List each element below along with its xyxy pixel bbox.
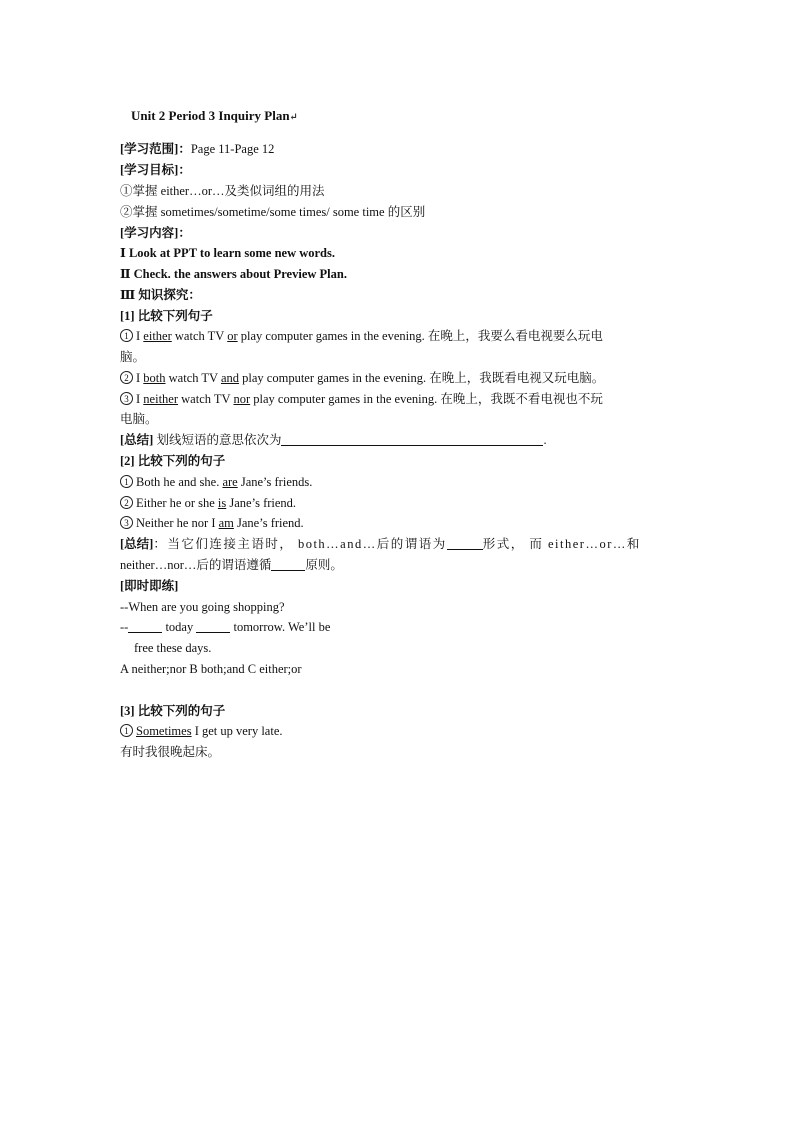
step-3: Ⅲ 知识探究：: [120, 288, 201, 302]
sentence-text: play computer games in the evening. 在晚上，我既看电视又玩电脑。: [239, 371, 605, 385]
step-2: Ⅱ Check. the answers about Preview Plan.: [120, 267, 347, 281]
summary-2-continued: [120, 557, 343, 573]
summary-label: [总结]: [120, 537, 154, 551]
section-2-title: [2] 比较下列的句子: [120, 454, 226, 468]
underlined-word: either: [143, 329, 172, 343]
summary-end: .: [543, 433, 547, 447]
sentence-text: Jane’s friend.: [226, 496, 297, 510]
sentence-text: I get up very late.: [191, 724, 283, 738]
question-line-1: --When are you going shopping?: [120, 600, 285, 614]
summary-text: ：当它们连接主语时， both…and…后的谓语为: [153, 537, 447, 551]
circled-number-2: 2: [120, 496, 133, 509]
goal-2-number: ②: [120, 205, 133, 219]
sentence-text: Both he and she.: [136, 475, 223, 489]
sentence-2: [120, 370, 604, 386]
underlined-word: and: [220, 371, 240, 385]
circled-number-1: 1: [120, 724, 133, 737]
summary-text: 原则。: [305, 558, 343, 572]
underlined-word: Sometimes: [136, 724, 192, 738]
underlined-word: neither: [143, 392, 179, 406]
goal-2: [120, 204, 425, 220]
summary-1: [120, 432, 547, 448]
question-line-3: free these days.: [134, 641, 212, 655]
sentence-c1: [120, 723, 283, 739]
scope-value: Page 11-Page 12: [190, 142, 275, 156]
circled-number-3: 3: [120, 392, 133, 405]
summary-2: [120, 536, 641, 552]
question-line-2: [120, 619, 330, 635]
scope-label: [学习范围]：: [120, 142, 191, 156]
sentence-b2: [120, 495, 296, 511]
summary-text: 形式， 而 either…or…和: [482, 537, 641, 551]
document-title: [131, 108, 298, 126]
underlined-word: nor: [233, 392, 251, 406]
fill-in-blank[interactable]: [447, 537, 483, 550]
fill-in-blank[interactable]: [271, 558, 305, 571]
goal-2-text: 掌握 sometimes/sometime/some times/ some time 的区别: [132, 205, 426, 219]
sentence-text: Jane’s friends.: [237, 475, 313, 489]
circled-number-1: 1: [120, 329, 133, 342]
sentence-text: Neither he nor I: [136, 516, 219, 530]
fill-in-blank[interactable]: [128, 620, 162, 633]
content-label: [学习内容]：: [120, 226, 191, 240]
title-text: Unit 2 Period 3 Inquiry Plan: [131, 108, 290, 123]
circled-number-3: 3: [120, 516, 133, 529]
sentence-3-continued: 电脑。: [120, 412, 158, 426]
sentence-text: watch TV: [165, 371, 221, 385]
sentence-1: [120, 328, 603, 344]
underlined-word: both: [143, 371, 166, 385]
scope-line: [120, 141, 274, 157]
underlined-word: or: [227, 329, 238, 343]
summary-text: 划线短语的意思依次为: [153, 433, 282, 447]
sentence-c1-translation: 有时我很晚起床。: [120, 745, 221, 759]
sentence-text: I: [136, 329, 144, 343]
sentence-b3: [120, 515, 304, 531]
circled-number-2: 2: [120, 371, 133, 384]
underlined-word: am: [218, 516, 234, 530]
goal-1: [120, 183, 325, 199]
underlined-word: is: [217, 496, 227, 510]
circled-number-1: 1: [120, 475, 133, 488]
fill-in-blank[interactable]: [281, 433, 543, 446]
section-1-title: [1] 比较下列句子: [120, 309, 213, 323]
question-text: today: [162, 620, 197, 634]
sentence-b1: [120, 474, 312, 490]
sentence-text: play computer games in the evening. 在晚上，我既不看电视也不玩: [250, 392, 603, 406]
sentence-1-continued: 脑。: [120, 350, 146, 364]
sentence-text: watch TV: [178, 392, 234, 406]
practice-label: [即时即练]: [120, 579, 179, 593]
summary-label: [总结]: [120, 433, 154, 447]
section-3-title: [3] 比较下列的句子: [120, 704, 226, 718]
summary-text: neither…nor…后的谓语遵循: [120, 558, 272, 572]
goal-label: [学习目标]：: [120, 163, 191, 177]
fill-in-blank[interactable]: [196, 620, 230, 633]
sentence-text: play computer games in the evening. 在晚上，我要么看电视要么玩电: [237, 329, 603, 343]
paragraph-mark-icon: ↵: [289, 112, 298, 123]
sentence-text: Jane’s friend.: [233, 516, 304, 530]
question-text: tomorrow. We’ll be: [230, 620, 331, 634]
underlined-word: are: [222, 475, 238, 489]
sentence-3: [120, 391, 603, 407]
sentence-text: Either he or she: [136, 496, 218, 510]
goal-1-text: 掌握 either…or…及类似词组的用法: [132, 184, 325, 198]
question-text: --: [120, 620, 129, 634]
answer-options: A neither;nor B both;and C either;or: [120, 662, 302, 676]
sentence-text: I: [136, 371, 144, 385]
step-1: Ⅰ Look at PPT to learn some new words.: [120, 246, 335, 260]
sentence-text: I: [136, 392, 144, 406]
goal-1-number: ①: [120, 184, 133, 198]
sentence-text: watch TV: [171, 329, 228, 343]
